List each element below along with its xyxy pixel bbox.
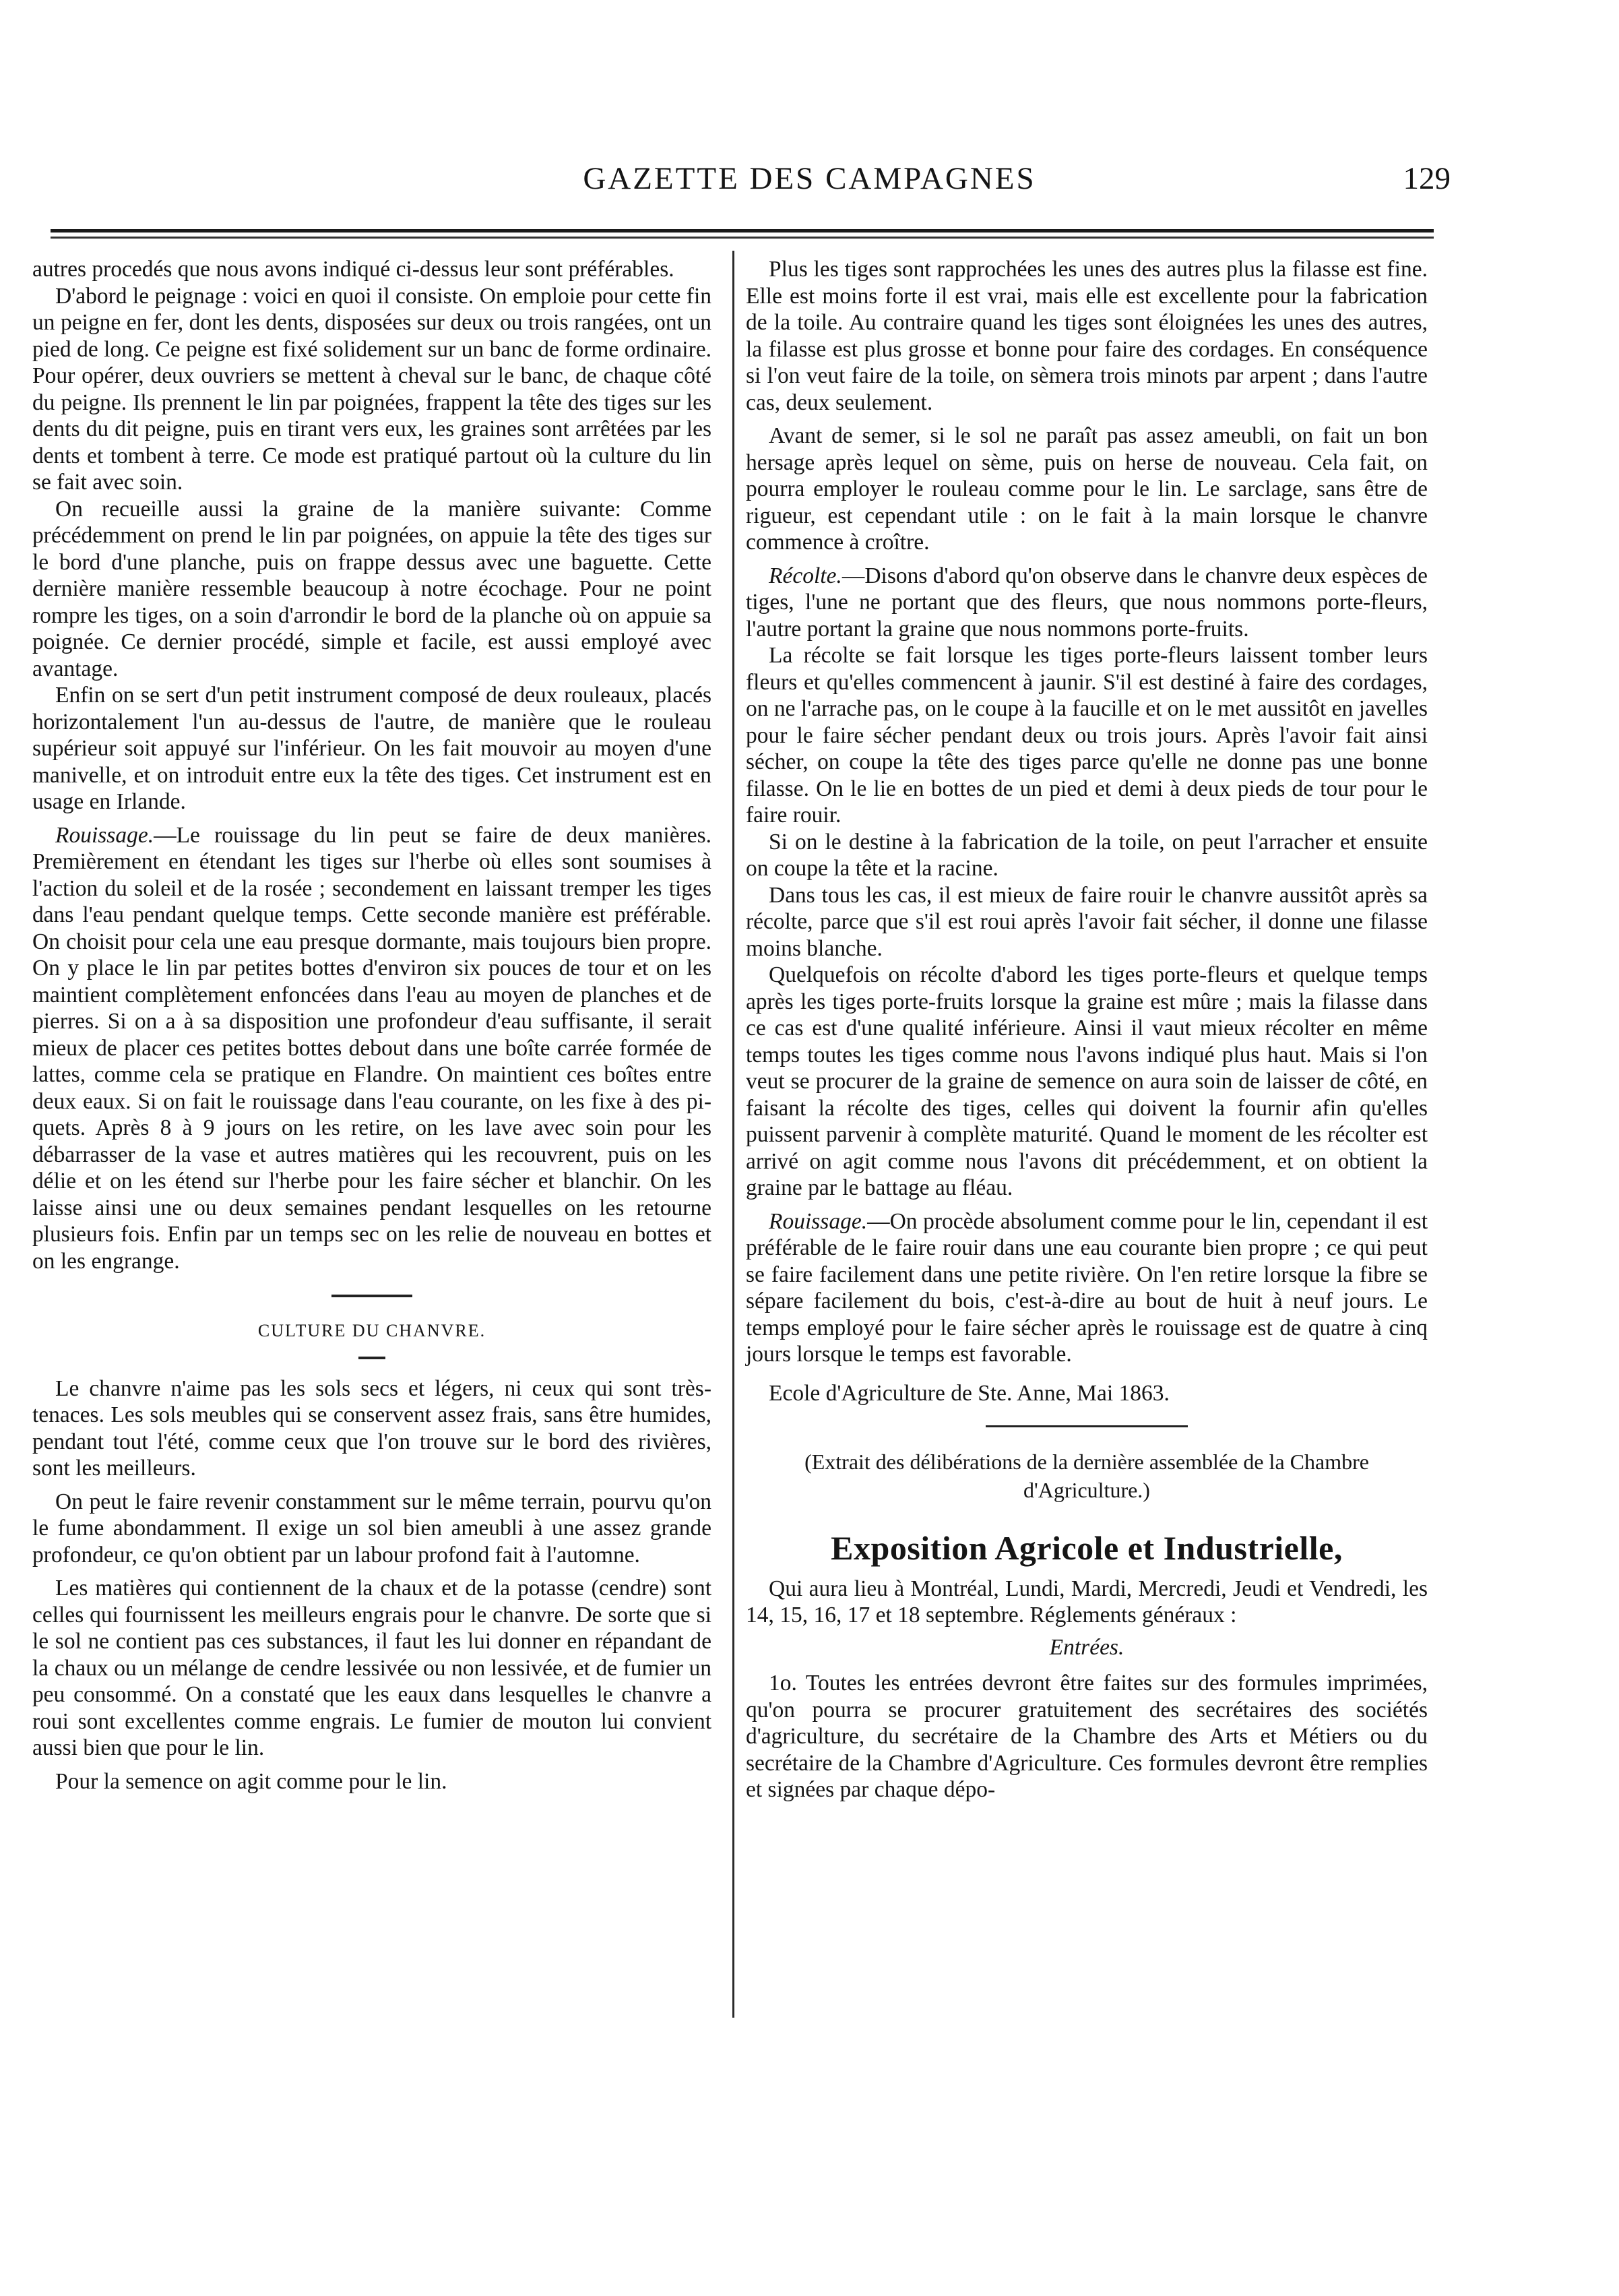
paragraph: Les matières qui contiennent de la chaux et de la potasse (cendre) sont celles qui fournissent les meilleurs engrais pour le chanvre. De sorte que si le sol ne contient pas ces substances, il faut les lui donner en répandant de la chaux ou un mélange de cendre lessivée ou non lessivée, et de fumier un peu consommé. On a constaté que les eaux dans lesquelles le chanvre a roui sont excellentes comme engrais. Le fumier de mouton lui convient aussi bien que pour le lin. [32,1576,711,1760]
paragraph-body: —On procède absolument comme pour le lin, cependant il est préférable de le faire rouir dans une eau courante bien propre ; ce qui peut se faire facilement dans une petite rivière. On l'en retire lorsque la fibre se sépare facilement du bois, c'est-à-dire au bout de huit à neuf jours. Le temps employé pour le faire sécher après le rouissage est de quatre à cinq jours lorsque le temps est favorable. [746,1208,1428,1367]
paragraph-recolte [746,563,1428,643]
column-divider [732,251,734,2018]
paragraph-lead: Récolte. [769,563,842,588]
paragraph: Quelquefois on récolte d'abord les tiges porte-fleurs et quelque temps après les tiges porte-fruits lorsque la graine est mûre ; mais la filasse dans ce cas est d'une qualité inférieure. Ainsi il vaut mieux récolter en même temps toutes les tiges comme nous l'avons indiqué plus haut. Mais si l'on veut se procurer de la graine de semence on aura soin de laisser de côté, en faisant la récolte des tiges, celles qui doivent la fournir afin qu'elles puissent parvenir à complète maturité. Quand le moment de les récolter est arrivé on agit comme nous l'avons dit précédemment, et on obtient la graine par le battage au fléau. [746,962,1428,1200]
left-column [32,256,711,1795]
page-header [0,154,1619,208]
paragraph: Si on le destine à la fabrication de la toile, on peut l'arracher et ensuite on coupe la tête et la racine. [746,829,1428,881]
paragraph-lead: Rouissage. [55,822,154,848]
exposition-title: Exposition Agricole et Industrielle, [831,1529,1343,1567]
paragraph: On peut le faire revenir constamment sur le même terrain, pourvu qu'on le fume abondamment. Il exige un sol bien ameubli à une assez grande profondeur, ce qu'on obtient par un labour profond fait à l'automne. [32,1489,711,1568]
subheading-entrees: Entrées. [1049,1634,1124,1660]
paragraph: D'abord le peignage : voici en quoi il consiste. On emploie pour cette fin un peigne en fer, dont les dents, disposées sur deux ou trois rangées, ont un pied de long. Ce peigne est fixé solidement sur un banc de forme ordinaire. Pour opérer, deux ouvriers se mettent à cheval sur le banc, de chaque côté du peigne. Ils prennent le lin par poignées, frappent la tête des tiges sur les dents du dit peigne, puis en tirant vers eux, les graines sont arrêtées par les dents et tombent à terre. Ce mode est pratiqué partout où la culture du lin se fait avec soin. [32,283,711,495]
paragraph: Pour la semence on agit comme pour le lin. [55,1768,447,1794]
paragraph-body: —Le rouissage du lin peut se faire de deux manières. Premièrement en étendant les tiges sur l'herbe où elles sont soumises à l'action du soleil et de la rosée ; secondement en laissant tremper les tiges dans l'eau pendant quelque temps. Cette seconde manière est préférable. On choisit pour cela une eau presque dormante, mais toujours bien propre. On y place le lin par petites bottes d'environ six pouces de tour et on les maintient complètement enfoncées dans l'eau au moyen de planches et de pierres. Si on a à sa disposition une profondeur d'eau suffisante, il serait mieux de placer ces petites bottes debout dans une boîte carrée formée de lattes, comme cela se pratique en Flandre. On maintient ces boîtes entre deux eaux. Si on fait le rouissage dans l'eau courante, on les fixe à des piquets. Après 8 à 9 jours on les retire, on les lave avec soin pour les débarrasser de la vase et autres matières qui les recouvrent, puis on les délie et on les étend sur l'herbe pour les faire sécher et blanchir. On les laisse ainsi une ou deux semaines pendant lesquelles on les retourne plusieurs fois. Enfin par un temps sec on les relie de nouveau en bottes et on les engrange. [32,822,711,1274]
paragraph: Qui aura lieu à Montréal, Lundi, Mardi, Mercredi, Jeudi et Vendredi, les 14, 15, 16, 17 et 18 septembre. Réglements généraux : [746,1576,1428,1627]
paragraph: Le chanvre n'aime pas les sols secs et légers, ni ceux qui sont très-tenaces. Les sols meubles qui se conservent assez frais, sans être humides, pendant tout l'été, comme ceux que l'on trouve sur le bord des rivières, sont les meilleurs. [32,1375,711,1481]
header-rule [51,229,1434,239]
paragraph: Plus les tiges sont rapprochées les unes des autres plus la filasse est fine. Elle est moins forte il est vrai, mais elle est excellente pour la fabrication de la toile. Au contraire quand les tiges sont éloignées les unes des autres, la filasse est plus grosse et bonne pour faire des cordages. En conséquence si l'on veut faire de la toile, on sèmera trois minots par arpent ; dans l'autre cas, deux seulement. [746,257,1428,415]
paragraph: Dans tous les cas, il est mieux de faire rouir le chanvre aussitôt après sa récolte, parce que s'il est roui après l'avoir fait sécher, il donne une filasse moins blanche. [746,882,1428,961]
paragraph-lead: Rouissage. [769,1208,868,1234]
paragraph: On recueille aussi la graine de la manière suivante: Comme précédemment on prend le lin par poignées, on appuie la tête des tiges sur le bord d'une planche, puis on frappe dessus avec une baguette. Cette dernière manière ressemble beaucoup à notre écochage. Pour ne point rompre les tiges, on a soin d'arrondir le bord de la planche où on appuie sa poignée. Ce dernier procédé, simple et facile, est aussi employé avec avantage. [32,496,711,681]
extract-note: (Extrait des délibérations de la dernière assemblée de la Chambre d'Agriculture.) [804,1450,1369,1502]
paragraph: autres procedés que nous avons indiqué ci-dessus leur sont préférables. [32,257,674,282]
signature: Ecole d'Agriculture de Ste. Anne, Mai 1863. [769,1380,1170,1406]
paragraph: 1o. Toutes les entrées devront être faites sur des formules imprimées, qu'on pourra se procurer gratuitement des secrétaires des sociétés d'agriculture, du secrétaire de la Chambre des Arts et Métiers ou du secrétaire de la Chambre d'Agriculture. Ces formules devront être remplies et signées par chaque dépo- [746,1671,1428,1802]
section-heading: CULTURE DU CHANVRE. [257,1321,486,1340]
page-number: 129 [1403,161,1451,196]
heading-underline [358,1357,385,1359]
article-separator [986,1425,1188,1427]
paragraph: Avant de semer, si le sol ne paraît pas assez ameubli, on fait un bon hersage après lequel on sème, puis on herse de nouveau. Cela fait, on pourra employer le rouleau comme pour le lin. Le sarclage, sans être de rigueur, est cependant utile : on le fait à la main lorsque le chanvre commence à croître. [746,423,1428,555]
paragraph-body: —Disons d'abord qu'on observe dans le chanvre deux espèces de tiges, l'une ne portant que des fleurs, que nous nommons porte-fleurs, l'autre portant la graine que nous nommons porte-fruits. [746,563,1428,642]
paragraph-rouissage-chanvre [746,1208,1428,1368]
running-title: GAZETTE DES CAMPAGNES [583,161,1036,196]
right-column [746,256,1428,1803]
paragraph: Enfin on se sert d'un petit instrument composé de deux rouleaux, placés horizontalement l'un au-dessus de l'autre, de manière que le rouleau supérieur soit appuyé sur l'inférieur. On les fait mouvoir au moyen d'une manivelle, et on introduit entre eux la tête des tiges. Cet instrument est en usage en Irlande. [32,683,711,814]
paragraph: La récolte se fait lorsque les tiges porte-fleurs laissent tomber leurs fleurs et qu'elles commencent à jaunir. S'il est destiné à faire des cordages, on ne l'arrache pas, on le coupe à la faucille et on le met aussitôt en javelles pour le faire sécher pendant deux ou trois jours. Après l'avoir fait ainsi sécher, on coupe la tête des tiges parce qu'elle ne donne pas une bonne filasse. On le lie en bottes de un pied et demi à deux pieds de tour pour le faire rouir. [746,643,1428,828]
paragraph-rouissage-lin [32,822,711,1275]
section-separator [331,1295,412,1297]
